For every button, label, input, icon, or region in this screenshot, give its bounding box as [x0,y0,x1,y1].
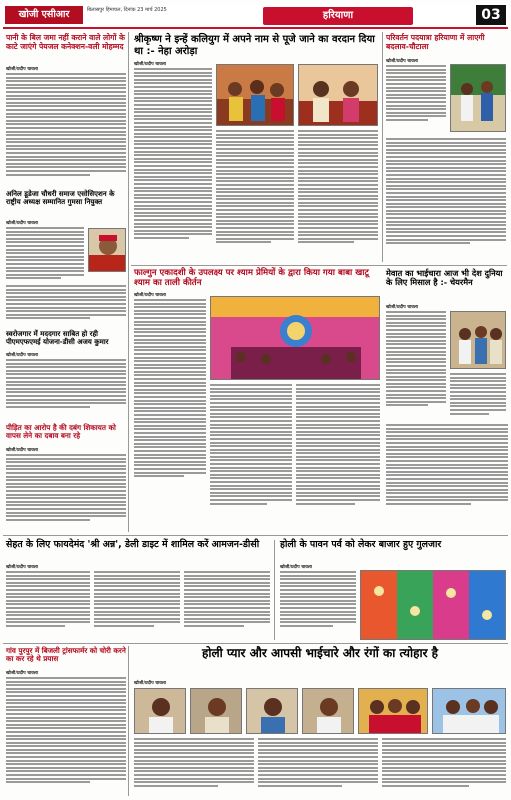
body-text [386,311,446,421]
column-rule [128,32,129,532]
byline: खोजी/प्रदीप चावला [280,565,312,570]
page-number: 03 [476,5,506,25]
body-text [382,738,506,796]
byline: खोजी/प्रदीप चावला [386,59,418,64]
body-text [6,571,90,639]
headline: सेहत के लिए फायदेमंद 'श्री अन्न', डेली डाइट में शामिल करें आमजन-डीसी [6,539,260,550]
portrait-photo [190,688,242,734]
byline: खोजी/प्रदीप चावला [134,681,166,686]
byline: खोजी/प्रदीप चावला [6,67,38,72]
headline: गांव पुरपुर में बिजली ट्रांसफार्मर को चोरी करने का कर रहे थे प्रयास [6,646,126,664]
body-text [280,571,356,639]
body-text [386,424,508,524]
headline: परिवर्तन पदयात्रा हरियाणा में लाएगी बदलाव-चौटाला [386,33,485,51]
headline: मेवात का भाईचारा आज भी देश दुनिया के लिए मिसाल है :- चेयरमैन [386,268,503,288]
body-text [184,571,270,639]
body-text [6,454,126,532]
headline: होली प्यार और आपसी भाईचारे और रंगों का त्योहार है [201,646,439,660]
body-text [298,130,378,260]
row-rule [3,643,508,644]
event-photo [216,64,294,126]
body-text [386,65,446,135]
headline: पीड़ित का आरोप है की दबंग शिकायत को वापस लेने का दबाव बना रहे [6,423,116,441]
byline: खोजी/प्रदीप चावला [6,448,38,453]
byline: खोजी/प्रदीप चावला [386,305,418,310]
byline: खोजी/प्रदीप चावला [6,221,38,226]
column-rule [274,540,275,640]
body-text [216,130,294,260]
body-text [258,738,378,796]
headline: स्वरोजगार में मददगार साबित हो रही पीएमएफएमई योजना-डीसी अजय कुमार [6,330,109,347]
headline: पानी के बिल जमा नहीं कराने वाले लोगों के काटे जाएंगे पेयजल कनेक्शन-वली मोहम्मद [6,33,125,51]
rally-photo [450,64,506,132]
byline: खोजी/प्रदीप चावला [6,353,38,358]
headline: श्रीकृष्ण ने इन्हें कलियुग में अपने नाम से पूजे जाने का वरदान दिया था :- नेहा अरोड़ा [134,34,375,57]
column-rule [382,32,383,262]
body-text [6,227,84,283]
headline: अनिल डूडेजा चौधरी समाज एसोसिएशन के राष्ट्रीय अध्यक्ष सम्मानित गुमसा नियुक्त [6,190,115,207]
row-rule [131,265,507,266]
headline: फाल्गुन एकादशी के उपलक्ष्य पर श्याम प्रेमियों के द्वारा किया गया बाबा खाटू श्याम का ताली कीर्तन [134,268,369,288]
group-photo [432,688,506,734]
body-text [134,738,254,796]
byline: खोजी/प्रदीप चावला [6,565,38,570]
dateline: बिलासपुर हिमाचल, दिनांक 23 मार्च 2025 [87,7,167,13]
headline: होली के पावन पर्व को लेकर बाजार हुए गुलजार [280,539,442,550]
body-text [6,677,126,795]
row-rule [3,535,508,536]
byline: खोजी/प्रदीप चावला [134,62,166,67]
kirtan-photo [210,296,380,380]
body-text [6,73,126,185]
portrait-photo [246,688,298,734]
portrait-photo [88,228,126,272]
market-photo [360,570,506,640]
column-rule [128,646,129,796]
body-text [386,138,506,260]
body-text [94,571,180,639]
brand-logo: खोजी एसीआर [5,6,83,24]
body-text [450,373,506,421]
body-text [210,384,292,524]
body-text [134,299,206,499]
body-text [296,384,380,524]
byline: खोजी/प्रदीप चावला [6,671,38,676]
portrait-photo [134,688,186,734]
section-title: हरियाणा [263,7,413,25]
body-text [6,359,126,419]
masthead [3,3,508,29]
body-text [6,285,126,325]
meeting-photo [450,311,506,369]
event-photo [298,64,378,126]
group-photo [358,688,428,734]
portrait-photo [302,688,354,734]
byline: खोजी/प्रदीप चावला [134,293,166,298]
body-text [134,68,212,258]
